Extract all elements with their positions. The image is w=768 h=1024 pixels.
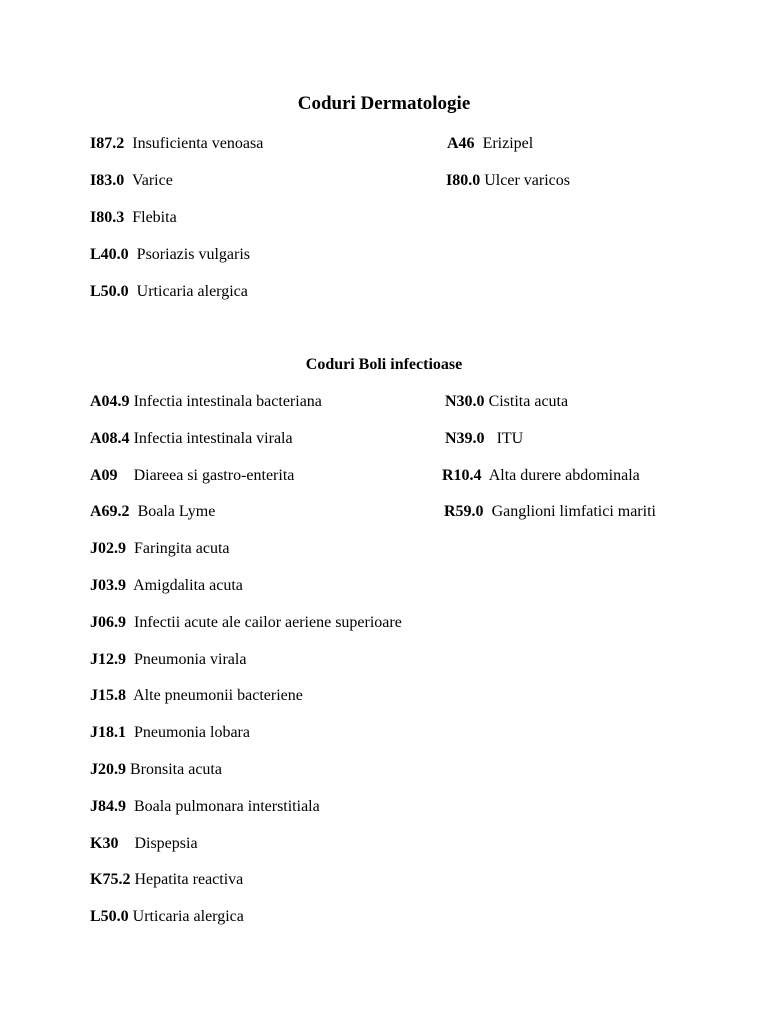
diagnosis-code: I83.0 [90,172,125,189]
diagnosis-code: A04.9 [90,393,130,410]
diagnosis-description: Boala Lyme [137,503,216,521]
diagnosis-description: Insuficienta venoasa [132,135,264,152]
code-entry [445,392,568,412]
code-separator [129,246,137,263]
diagnosis-description: Cistita acuta [488,393,569,410]
code-entry [90,539,230,559]
code-entry [444,502,656,522]
diagnosis-code: A08.4 [90,429,130,447]
code-entry [90,797,320,817]
diagnosis-code: L50.0 [90,283,129,300]
code-entry [90,723,250,743]
code-entry [90,134,263,154]
diagnosis-code: I87.2 [90,135,125,152]
code-entry [90,760,222,780]
diagnosis-description: Faringita acuta [134,540,230,558]
diagnosis-description: Erizipel [482,135,534,152]
code-separator [485,430,497,447]
code-separator [126,798,134,815]
diagnosis-description: Psoriazis vulgaris [136,246,250,263]
diagnosis-description: Flebita [132,209,177,226]
code-separator [126,540,134,557]
diagnosis-code: N30.0 [445,393,485,410]
diagnosis-code: K75.2 [90,871,131,889]
code-entry [445,429,523,449]
diagnosis-description: Ulcer varicos [484,172,570,189]
diagnosis-description: Ganglioni limfatici mariti [491,503,656,521]
diagnosis-description: Alte pneumonii bacteriene [133,687,303,705]
diagnosis-code: N39.0 [445,429,485,447]
code-separator [124,172,132,189]
diagnosis-code: A69.2 [90,503,130,521]
code-entry [90,466,294,486]
code-separator [482,467,489,484]
code-entry [90,429,293,449]
diagnosis-description: Dispepsia [134,834,198,852]
diagnosis-code: L50.0 [90,908,129,926]
diagnosis-code: L40.0 [90,246,129,263]
diagnosis-code: A09 [90,466,118,484]
diagnosis-code: J18.1 [90,724,126,742]
code-separator [126,724,134,741]
diagnosis-description: Varice [131,172,173,189]
code-entry [90,686,303,706]
diagnosis-code: J06.9 [90,613,126,631]
diagnosis-description: Urticaria alergica [132,908,244,926]
diagnosis-code: J12.9 [90,650,126,668]
diagnosis-description: ITU [496,429,524,447]
code-separator [126,651,134,668]
diagnosis-code: J20.9 [90,761,126,778]
diagnosis-description: Urticaria alergica [136,283,248,300]
code-entry [446,171,570,191]
diagnosis-description: Hepatita reactiva [134,871,244,889]
code-entry [90,208,177,228]
code-separator [484,503,492,520]
code-entry [442,466,640,486]
section-title-boli-infectioase: Coduri Boli infectioase [305,356,463,373]
code-separator [118,835,134,852]
diagnosis-code: K30 [90,834,119,852]
code-entry [90,870,243,890]
diagnosis-code: I80.0 [446,172,481,189]
code-entry [90,245,250,265]
diagnosis-code: R59.0 [444,503,484,521]
code-entry [90,392,322,412]
code-entry [90,613,402,633]
diagnosis-code: J15.8 [90,687,126,705]
diagnosis-code: J03.9 [90,577,126,594]
diagnosis-description: Infectii acute ale cailor aeriene superioare [134,613,402,631]
code-entry [90,650,246,670]
code-entry [90,576,243,596]
code-separator [130,503,138,520]
diagnosis-code: J02.9 [90,540,126,558]
diagnosis-description: Boala pulmonara interstitiala [134,797,320,815]
diagnosis-description: Infectia intestinala bacteriana [133,393,322,410]
code-separator [126,614,134,631]
diagnosis-description: Pneumonia virala [134,650,247,668]
diagnosis-description: Amigdalita acuta [133,577,243,594]
diagnosis-description: Alta durere abdominala [488,466,640,484]
code-separator [475,135,483,152]
code-entry [90,282,248,302]
diagnosis-code: J84.9 [90,797,126,815]
code-entry [90,834,198,854]
code-separator [129,283,137,300]
section-title-dermatologie: Coduri Dermatologie [297,93,471,114]
code-entry [90,171,173,191]
code-entry [447,134,533,154]
diagnosis-code: R10.4 [442,466,482,484]
diagnosis-description: Infectia intestinala virala [133,429,293,447]
diagnosis-description: Diareea si gastro-enterita [133,466,295,484]
diagnosis-code: A46 [447,135,475,152]
diagnosis-description: Pneumonia lobara [134,724,250,742]
code-separator [118,467,134,484]
diagnosis-description: Bronsita acuta [130,761,222,778]
code-entry [90,502,215,522]
code-entry [90,907,244,927]
diagnosis-code: I80.3 [90,209,125,226]
